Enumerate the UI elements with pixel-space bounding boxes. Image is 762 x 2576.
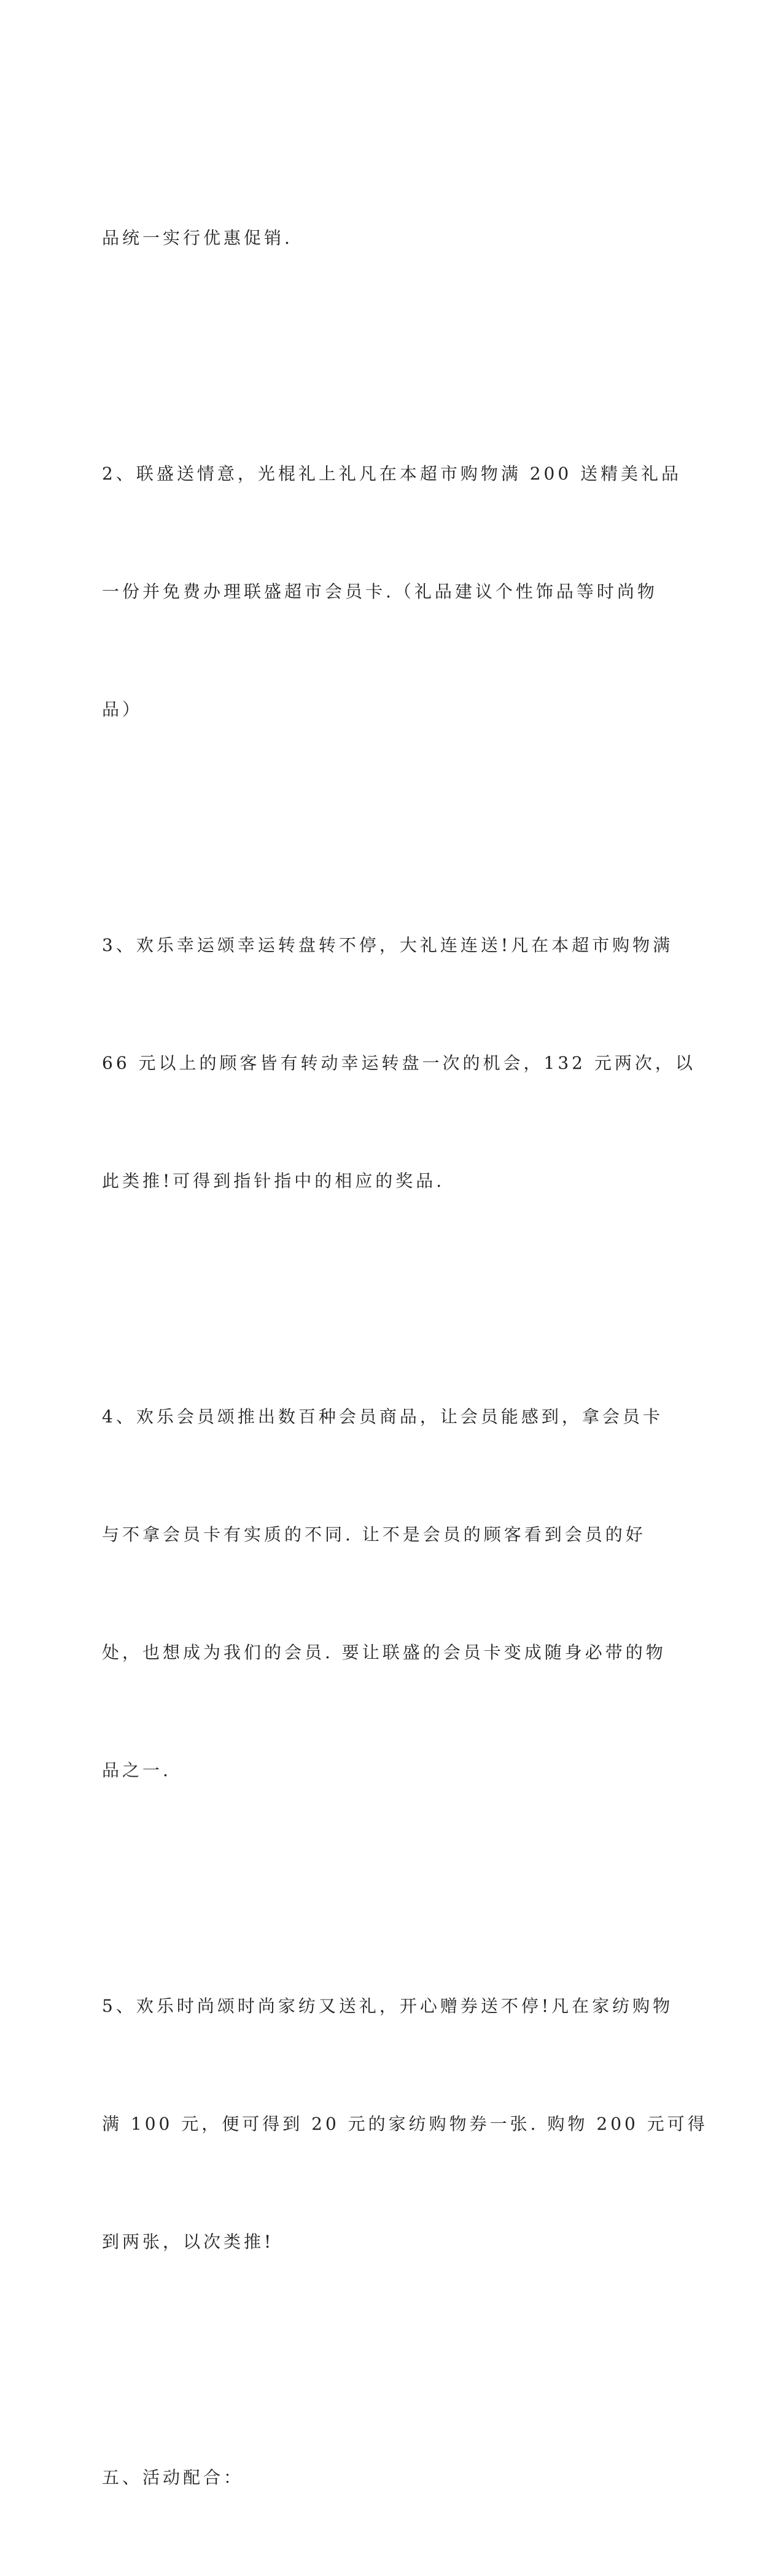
paragraph-spacer [102, 336, 673, 376]
text-line: 4、欢乐会员颂推出数百种会员商品，让会员能感到，拿会员卡 [102, 1406, 663, 1427]
text-line: 5、欢乐时尚颂时尚家纺又送礼，开心赠券送不停!凡在家纺购物 [102, 1996, 674, 2016]
paragraph-spacer [102, 1279, 673, 1319]
paragraph-item-5 [102, 1908, 708, 2340]
text-line: 3、欢乐幸运颂幸运转盘转不停，大礼连连送!凡在本超市购物满 [102, 935, 674, 955]
section-heading [102, 2380, 673, 2576]
text-line: 与不拿会员卡有实质的不同. 让不是会员的顾客看到会员的好 [102, 1524, 646, 1545]
document-body [102, 140, 708, 2576]
text-line: 此类推!可得到指针指中的相应的奖品. [102, 1171, 445, 1191]
text-line: 品之一. [102, 1760, 171, 1780]
text-line: 2、联盛送情意，光棍礼上礼凡在本超市购物满 200 送精美礼品 [102, 464, 682, 484]
paragraph-spacer [102, 1869, 673, 1908]
section-heading-text: 五、活动配合： [102, 2467, 244, 2488]
paragraph-spacer [102, 2340, 673, 2380]
paragraph-spacer [102, 808, 673, 847]
paragraph-item-3 [102, 847, 696, 1279]
paragraph-item-4 [102, 1319, 673, 1869]
text-line: 处，也想成为我们的会员. 要让联盛的会员卡变成随身必带的物 [102, 1642, 666, 1662]
text-line: 66 元以上的顾客皆有转动幸运转盘一次的机会，132 元两次，以 [102, 1053, 696, 1073]
paragraph-continuation [102, 140, 673, 336]
text-line: 一份并免费办理联盛超市会员卡.（礼品建议个性饰品等时尚物 [102, 581, 658, 602]
text-line: 品统一实行优惠促销. [102, 228, 293, 248]
text-line: 品） [102, 699, 143, 720]
paragraph-item-2 [102, 376, 682, 808]
text-line: 满 100 元，便可得到 20 元的家纺购物券一张. 购物 200 元可得 [102, 2114, 708, 2134]
text-line: 到两张，以次类推! [102, 2232, 274, 2252]
